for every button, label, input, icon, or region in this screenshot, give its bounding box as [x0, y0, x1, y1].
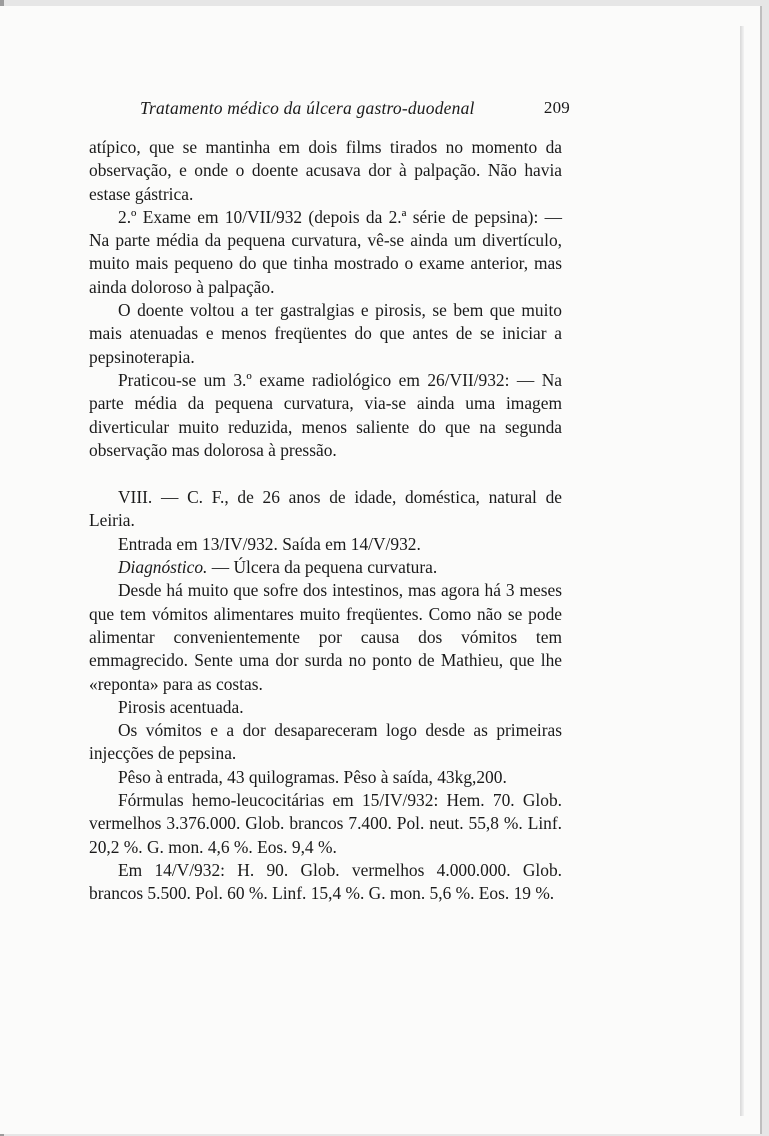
- running-title: Tratamento médico da úlcera gastro-duodenal: [140, 98, 475, 118]
- paragraph-admission: Entrada em 13/IV/932. Saída em 14/V/932.: [118, 533, 421, 554]
- paragraph-third-exam: Praticou-se um 3.º exame radiológico em 26/VII/932: — Na parte média da pequena curvatura, via-se ainda uma imagem diverticular muito reduzida, menos saliente do que na segunda observação mas dolorosa à pressão.: [89, 369, 562, 460]
- case-heading: VIII. — C. F., de 26 anos de idade, doméstica, natural de Leiria.: [89, 487, 562, 531]
- diagnosis-label: Diagnóstico.: [118, 557, 208, 578]
- paragraph-improvement: Os vómitos e a dor desapareceram logo desde as primeiras injecções de pepsina.: [89, 720, 562, 764]
- paragraph-symptoms-return: O doente voltou a ter gastralgias e pirosis, se bem que muito mais atenuadas e menos freqüentes do que antes de se iniciar a pepsinoterapia.: [89, 300, 562, 367]
- paragraph-diagnosis: [89, 556, 562, 579]
- paragraph-weight: Pêso à entrada, 43 quilogramas. Pêso à saída, 43kg,200.: [118, 766, 507, 787]
- book-page: [0, 6, 760, 1134]
- paragraph-blood-formula-2: Em 14/V/932: H. 90. Glob. vermelhos 4.000.000. Glob. brancos 5.500. Pol. 60 %. Linf. 15,4 %. G. mon. 5,6 %. Eos. 19 %.: [89, 859, 562, 904]
- body-text: [89, 136, 562, 906]
- paragraph-continuation: atípico, que se mantinha em dois films tirados no momento da observação, e onde o doente acusava dor à palpação. Não havia estase gástrica.: [89, 137, 562, 204]
- page-number: 209: [543, 98, 570, 117]
- paragraph-blood-formula-1: Fórmulas hemo-leucocitárias em 15/IV/932: Hem. 70. Glob. vermelhos 3.376.000. Glob. brancos 7.400. Pol. neut. 55,8 %. Linf. 20,2 %. G. mon. 4,6 %. Eos. 9,4 %.: [89, 790, 562, 857]
- page-edge-shadow: [740, 26, 744, 1116]
- diagnosis-text: — Úlcera da pequena curvatura.: [207, 557, 438, 578]
- paragraph-pirosis: Pirosis acentuada.: [118, 696, 244, 717]
- running-header: [140, 98, 570, 119]
- paragraph-history: Desde há muito que sofre dos intestinos, mas agora há 3 meses que tem vómitos alimentares muito freqüentes. Como não se pode alimentar convenientemente por causa dos vómitos tem emmagrecido. Sente uma dor surda no ponto de Mathieu, que lhe «reponta» para as costas.: [89, 580, 562, 694]
- paragraph-second-exam: 2.º Exame em 10/VII/932 (depois da 2.ª série de pepsina): — Na parte média da pequena curvatura, vê-se ainda um divertículo, muito mais pequeno do que tinha mostrado o exame anterior, mas ainda doloroso à palpação.: [89, 206, 562, 297]
